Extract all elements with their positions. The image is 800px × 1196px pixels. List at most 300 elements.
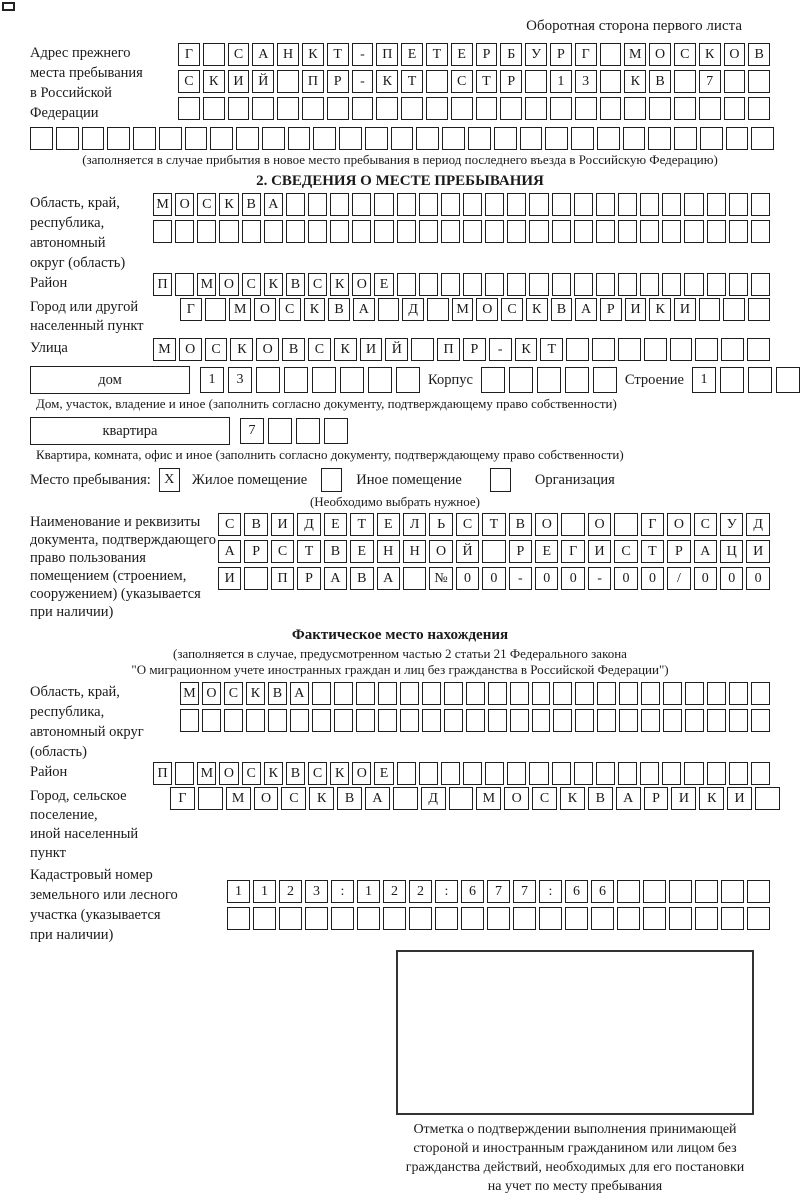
- char-box[interactable]: Т: [476, 70, 498, 93]
- char-box[interactable]: В: [350, 567, 373, 590]
- char-box[interactable]: [618, 338, 641, 361]
- char-box[interactable]: К: [264, 273, 283, 296]
- char-box[interactable]: [575, 682, 594, 705]
- char-box[interactable]: [133, 127, 156, 150]
- char-box[interactable]: 7: [699, 70, 721, 93]
- char-box[interactable]: Е: [535, 540, 558, 563]
- char-box[interactable]: [751, 127, 774, 150]
- char-box[interactable]: Й: [385, 338, 408, 361]
- char-box[interactable]: Т: [401, 70, 423, 93]
- char-box[interactable]: [227, 907, 250, 930]
- char-box[interactable]: Е: [451, 43, 473, 66]
- char-box[interactable]: С: [281, 787, 306, 810]
- char-box[interactable]: Г: [178, 43, 200, 66]
- char-box[interactable]: О: [179, 338, 202, 361]
- char-box[interactable]: [376, 97, 398, 120]
- char-box[interactable]: [463, 193, 482, 216]
- char-box[interactable]: [596, 193, 615, 216]
- char-box[interactable]: К: [560, 787, 585, 810]
- char-box[interactable]: [747, 880, 770, 903]
- char-box[interactable]: М: [197, 273, 216, 296]
- char-box[interactable]: [286, 220, 305, 243]
- char-box[interactable]: [623, 127, 646, 150]
- char-box[interactable]: [435, 907, 458, 930]
- char-box[interactable]: [365, 127, 388, 150]
- char-box[interactable]: [550, 97, 572, 120]
- char-box[interactable]: 3: [575, 70, 597, 93]
- char-box[interactable]: Т: [327, 43, 349, 66]
- char-box[interactable]: [485, 220, 504, 243]
- char-box[interactable]: /: [667, 567, 690, 590]
- char-box[interactable]: [663, 682, 682, 705]
- char-box[interactable]: [751, 762, 770, 785]
- char-box[interactable]: [466, 682, 485, 705]
- char-box[interactable]: [751, 273, 770, 296]
- char-box[interactable]: [175, 220, 194, 243]
- char-box[interactable]: К: [219, 193, 238, 216]
- char-box[interactable]: [279, 907, 302, 930]
- char-box[interactable]: К: [330, 273, 349, 296]
- char-box[interactable]: С: [271, 540, 294, 563]
- char-box[interactable]: [529, 762, 548, 785]
- char-box[interactable]: [574, 762, 593, 785]
- char-box[interactable]: А: [218, 540, 241, 563]
- char-box[interactable]: Р: [463, 338, 486, 361]
- char-box[interactable]: П: [376, 43, 398, 66]
- char-box[interactable]: [427, 298, 449, 321]
- char-box[interactable]: М: [153, 193, 172, 216]
- char-box[interactable]: 1: [227, 880, 250, 903]
- char-box[interactable]: К: [309, 787, 334, 810]
- char-box[interactable]: [751, 193, 770, 216]
- char-box[interactable]: А: [575, 298, 597, 321]
- char-box[interactable]: [674, 70, 696, 93]
- char-box[interactable]: [674, 127, 697, 150]
- char-box[interactable]: Р: [600, 298, 622, 321]
- char-box[interactable]: А: [377, 567, 400, 590]
- char-box[interactable]: С: [218, 513, 241, 536]
- char-box[interactable]: К: [246, 682, 265, 705]
- char-box[interactable]: К: [624, 70, 646, 93]
- char-box[interactable]: [441, 220, 460, 243]
- char-box[interactable]: [724, 97, 746, 120]
- char-box[interactable]: К: [203, 70, 225, 93]
- char-box[interactable]: О: [352, 273, 371, 296]
- char-box[interactable]: Т: [426, 43, 448, 66]
- char-box[interactable]: [487, 907, 510, 930]
- char-box[interactable]: [334, 709, 353, 732]
- char-box[interactable]: Е: [324, 513, 347, 536]
- char-box[interactable]: М: [197, 762, 216, 785]
- char-box[interactable]: [729, 193, 748, 216]
- char-box[interactable]: -: [509, 567, 532, 590]
- char-box[interactable]: Й: [252, 70, 274, 93]
- char-box[interactable]: [463, 273, 482, 296]
- char-box[interactable]: [185, 127, 208, 150]
- char-box[interactable]: М: [452, 298, 474, 321]
- char-box[interactable]: Р: [550, 43, 572, 66]
- char-box[interactable]: 7: [487, 880, 510, 903]
- char-box[interactable]: [726, 127, 749, 150]
- char-box[interactable]: [618, 220, 637, 243]
- char-box[interactable]: [466, 709, 485, 732]
- char-box[interactable]: [747, 907, 770, 930]
- char-box[interactable]: Ц: [720, 540, 743, 563]
- char-box[interactable]: [574, 273, 593, 296]
- char-box[interactable]: И: [671, 787, 696, 810]
- char-box[interactable]: М: [226, 787, 251, 810]
- char-box[interactable]: №: [429, 567, 452, 590]
- char-box[interactable]: [699, 298, 721, 321]
- char-box[interactable]: [426, 97, 448, 120]
- char-box[interactable]: [490, 468, 511, 492]
- char-box[interactable]: Б: [500, 43, 522, 66]
- char-box[interactable]: [507, 273, 526, 296]
- char-box[interactable]: [256, 367, 280, 393]
- char-box[interactable]: [409, 907, 432, 930]
- char-box[interactable]: С: [501, 298, 523, 321]
- char-box[interactable]: [401, 97, 423, 120]
- char-box[interactable]: О: [254, 787, 279, 810]
- char-box[interactable]: Р: [500, 70, 522, 93]
- char-box[interactable]: В: [328, 298, 350, 321]
- char-box[interactable]: В: [286, 273, 305, 296]
- char-box[interactable]: [537, 367, 561, 393]
- char-box[interactable]: [236, 127, 259, 150]
- char-box[interactable]: [507, 762, 526, 785]
- char-box[interactable]: К: [334, 338, 357, 361]
- char-box[interactable]: [416, 127, 439, 150]
- char-box[interactable]: [662, 220, 681, 243]
- char-box[interactable]: [397, 273, 416, 296]
- char-box[interactable]: [426, 70, 448, 93]
- char-box[interactable]: [574, 220, 593, 243]
- char-box[interactable]: К: [304, 298, 326, 321]
- char-box[interactable]: [529, 193, 548, 216]
- char-box[interactable]: И: [218, 567, 241, 590]
- char-box[interactable]: [202, 709, 221, 732]
- char-box[interactable]: В: [551, 298, 573, 321]
- char-box[interactable]: [203, 43, 225, 66]
- char-box[interactable]: С: [308, 762, 327, 785]
- char-box[interactable]: С: [197, 193, 216, 216]
- char-box[interactable]: [662, 273, 681, 296]
- char-box[interactable]: 0: [641, 567, 664, 590]
- char-box[interactable]: В: [268, 682, 287, 705]
- char-box[interactable]: П: [302, 70, 324, 93]
- char-box[interactable]: С: [456, 513, 479, 536]
- char-box[interactable]: [685, 709, 704, 732]
- char-box[interactable]: [339, 127, 362, 150]
- char-box[interactable]: И: [228, 70, 250, 93]
- char-box[interactable]: Д: [297, 513, 320, 536]
- char-box[interactable]: [552, 273, 571, 296]
- char-box[interactable]: [481, 367, 505, 393]
- char-box[interactable]: [729, 682, 748, 705]
- char-box[interactable]: [419, 273, 438, 296]
- char-box[interactable]: Т: [482, 513, 505, 536]
- char-box[interactable]: 1: [200, 367, 224, 393]
- char-box[interactable]: [597, 709, 616, 732]
- char-box[interactable]: И: [360, 338, 383, 361]
- char-box[interactable]: [707, 220, 726, 243]
- char-box[interactable]: [670, 338, 693, 361]
- char-box[interactable]: [476, 97, 498, 120]
- char-box[interactable]: [723, 298, 745, 321]
- char-box[interactable]: [482, 540, 505, 563]
- char-box[interactable]: А: [290, 682, 309, 705]
- char-box[interactable]: [374, 193, 393, 216]
- char-box[interactable]: [699, 97, 721, 120]
- char-box[interactable]: Д: [746, 513, 769, 536]
- char-box[interactable]: [397, 193, 416, 216]
- char-box[interactable]: [596, 762, 615, 785]
- char-box[interactable]: [488, 682, 507, 705]
- char-box[interactable]: В: [748, 43, 770, 66]
- char-box[interactable]: Т: [540, 338, 563, 361]
- char-box[interactable]: [748, 97, 770, 120]
- char-box[interactable]: [574, 193, 593, 216]
- char-box[interactable]: [649, 97, 671, 120]
- char-box[interactable]: [442, 127, 465, 150]
- char-box[interactable]: [444, 709, 463, 732]
- char-box[interactable]: С: [242, 273, 261, 296]
- char-box[interactable]: [596, 220, 615, 243]
- char-box[interactable]: С: [178, 70, 200, 93]
- char-box[interactable]: [210, 127, 233, 150]
- char-box[interactable]: [444, 682, 463, 705]
- char-box[interactable]: [494, 127, 517, 150]
- char-box[interactable]: [707, 193, 726, 216]
- char-box[interactable]: [575, 97, 597, 120]
- char-box[interactable]: [614, 513, 637, 536]
- char-box[interactable]: [403, 567, 426, 590]
- char-box[interactable]: [597, 127, 620, 150]
- char-box[interactable]: [618, 193, 637, 216]
- char-box[interactable]: А: [264, 193, 283, 216]
- char-box[interactable]: О: [667, 513, 690, 536]
- char-box[interactable]: [707, 273, 726, 296]
- char-box[interactable]: [419, 193, 438, 216]
- char-box[interactable]: [451, 97, 473, 120]
- char-box[interactable]: [224, 709, 243, 732]
- char-box[interactable]: Д: [421, 787, 446, 810]
- char-box[interactable]: [755, 787, 780, 810]
- char-box[interactable]: О: [429, 540, 452, 563]
- char-box[interactable]: К: [699, 787, 724, 810]
- char-box[interactable]: [441, 193, 460, 216]
- char-box[interactable]: К: [330, 762, 349, 785]
- char-box[interactable]: А: [694, 540, 717, 563]
- char-box[interactable]: [82, 127, 105, 150]
- char-box[interactable]: [352, 220, 371, 243]
- char-box[interactable]: [175, 762, 194, 785]
- char-box[interactable]: [419, 762, 438, 785]
- char-box[interactable]: Г: [575, 43, 597, 66]
- char-box[interactable]: [721, 880, 744, 903]
- char-box[interactable]: [327, 97, 349, 120]
- char-box[interactable]: 2: [409, 880, 432, 903]
- char-box[interactable]: [485, 273, 504, 296]
- char-box[interactable]: [178, 97, 200, 120]
- char-box[interactable]: П: [437, 338, 460, 361]
- char-box[interactable]: [643, 907, 666, 930]
- char-box[interactable]: О: [254, 298, 276, 321]
- char-box[interactable]: [513, 907, 536, 930]
- char-box[interactable]: [525, 97, 547, 120]
- char-box[interactable]: [422, 709, 441, 732]
- char-box[interactable]: [507, 220, 526, 243]
- char-box[interactable]: [662, 193, 681, 216]
- char-box[interactable]: [669, 907, 692, 930]
- char-box[interactable]: [461, 907, 484, 930]
- char-box[interactable]: [378, 298, 400, 321]
- char-box[interactable]: И: [625, 298, 647, 321]
- char-box[interactable]: [244, 567, 267, 590]
- char-box[interactable]: [695, 880, 718, 903]
- char-box[interactable]: 7: [240, 418, 264, 444]
- char-box[interactable]: В: [337, 787, 362, 810]
- char-box[interactable]: [553, 709, 572, 732]
- char-box[interactable]: В: [242, 193, 261, 216]
- char-box[interactable]: Р: [297, 567, 320, 590]
- char-box[interactable]: А: [252, 43, 274, 66]
- char-box[interactable]: [748, 367, 772, 393]
- char-box[interactable]: [707, 682, 726, 705]
- char-box[interactable]: [449, 787, 474, 810]
- char-box[interactable]: [553, 682, 572, 705]
- char-box[interactable]: -: [352, 43, 374, 66]
- char-box[interactable]: [575, 709, 594, 732]
- char-box[interactable]: [644, 338, 667, 361]
- char-box[interactable]: С: [242, 762, 261, 785]
- char-box[interactable]: [288, 127, 311, 150]
- char-box[interactable]: [591, 907, 614, 930]
- char-box[interactable]: В: [509, 513, 532, 536]
- char-box[interactable]: К: [264, 762, 283, 785]
- char-box[interactable]: И: [674, 298, 696, 321]
- char-box[interactable]: -: [489, 338, 512, 361]
- char-box[interactable]: Т: [350, 513, 373, 536]
- char-box[interactable]: О: [724, 43, 746, 66]
- char-box[interactable]: 2: [279, 880, 302, 903]
- char-box[interactable]: [441, 273, 460, 296]
- char-box[interactable]: :: [539, 880, 562, 903]
- char-box[interactable]: С: [451, 70, 473, 93]
- char-box[interactable]: Г: [641, 513, 664, 536]
- char-box[interactable]: О: [175, 193, 194, 216]
- char-box[interactable]: [669, 880, 692, 903]
- char-box[interactable]: Е: [374, 762, 393, 785]
- char-box[interactable]: 0: [535, 567, 558, 590]
- char-box[interactable]: [643, 880, 666, 903]
- char-box[interactable]: [313, 127, 336, 150]
- char-box[interactable]: [593, 367, 617, 393]
- char-box[interactable]: Й: [456, 540, 479, 563]
- char-box[interactable]: [252, 97, 274, 120]
- char-box[interactable]: -: [588, 567, 611, 590]
- char-box[interactable]: [393, 787, 418, 810]
- char-box[interactable]: О: [588, 513, 611, 536]
- char-box[interactable]: [695, 907, 718, 930]
- char-box[interactable]: [159, 127, 182, 150]
- char-box[interactable]: [751, 220, 770, 243]
- char-box[interactable]: С: [674, 43, 696, 66]
- char-box[interactable]: О: [202, 682, 221, 705]
- char-box[interactable]: Л: [403, 513, 426, 536]
- char-box[interactable]: [751, 682, 770, 705]
- char-box[interactable]: [662, 762, 681, 785]
- char-box[interactable]: С: [308, 273, 327, 296]
- char-box[interactable]: [600, 97, 622, 120]
- char-box[interactable]: А: [365, 787, 390, 810]
- char-box[interactable]: [684, 193, 703, 216]
- char-box[interactable]: 1: [357, 880, 380, 903]
- char-box[interactable]: [597, 682, 616, 705]
- char-box[interactable]: [321, 468, 342, 492]
- char-box[interactable]: [400, 709, 419, 732]
- char-box[interactable]: [619, 709, 638, 732]
- char-box[interactable]: [277, 97, 299, 120]
- char-box[interactable]: [56, 127, 79, 150]
- char-box[interactable]: А: [616, 787, 641, 810]
- char-box[interactable]: И: [271, 513, 294, 536]
- char-box[interactable]: Р: [476, 43, 498, 66]
- char-box[interactable]: [545, 127, 568, 150]
- char-box[interactable]: [296, 418, 320, 444]
- char-box[interactable]: [532, 682, 551, 705]
- char-box[interactable]: :: [331, 880, 354, 903]
- char-box[interactable]: Р: [644, 787, 669, 810]
- char-box[interactable]: [520, 127, 543, 150]
- char-box[interactable]: Т: [297, 540, 320, 563]
- char-box[interactable]: М: [476, 787, 501, 810]
- char-box[interactable]: [552, 220, 571, 243]
- char-box[interactable]: [509, 367, 533, 393]
- char-box[interactable]: [30, 127, 53, 150]
- char-box[interactable]: 6: [565, 880, 588, 903]
- char-box[interactable]: [153, 220, 172, 243]
- char-box[interactable]: К: [302, 43, 324, 66]
- char-box[interactable]: Г: [180, 298, 202, 321]
- char-box[interactable]: А: [353, 298, 375, 321]
- char-box[interactable]: [391, 127, 414, 150]
- char-box[interactable]: 0: [720, 567, 743, 590]
- char-box[interactable]: [532, 709, 551, 732]
- char-box[interactable]: [571, 127, 594, 150]
- char-box[interactable]: [378, 682, 397, 705]
- char-box[interactable]: [397, 762, 416, 785]
- char-box[interactable]: Р: [327, 70, 349, 93]
- char-box[interactable]: О: [504, 787, 529, 810]
- char-box[interactable]: [618, 762, 637, 785]
- char-box[interactable]: X: [159, 468, 180, 492]
- char-box[interactable]: [290, 709, 309, 732]
- char-box[interactable]: 1: [253, 880, 276, 903]
- char-box[interactable]: [400, 682, 419, 705]
- char-box[interactable]: [619, 682, 638, 705]
- char-box[interactable]: [529, 273, 548, 296]
- char-box[interactable]: [312, 709, 331, 732]
- char-box[interactable]: 6: [461, 880, 484, 903]
- char-box[interactable]: [175, 273, 194, 296]
- char-box[interactable]: [468, 127, 491, 150]
- char-box[interactable]: [617, 907, 640, 930]
- char-box[interactable]: [685, 682, 704, 705]
- char-box[interactable]: [552, 193, 571, 216]
- char-box[interactable]: -: [352, 70, 374, 93]
- char-box[interactable]: [378, 709, 397, 732]
